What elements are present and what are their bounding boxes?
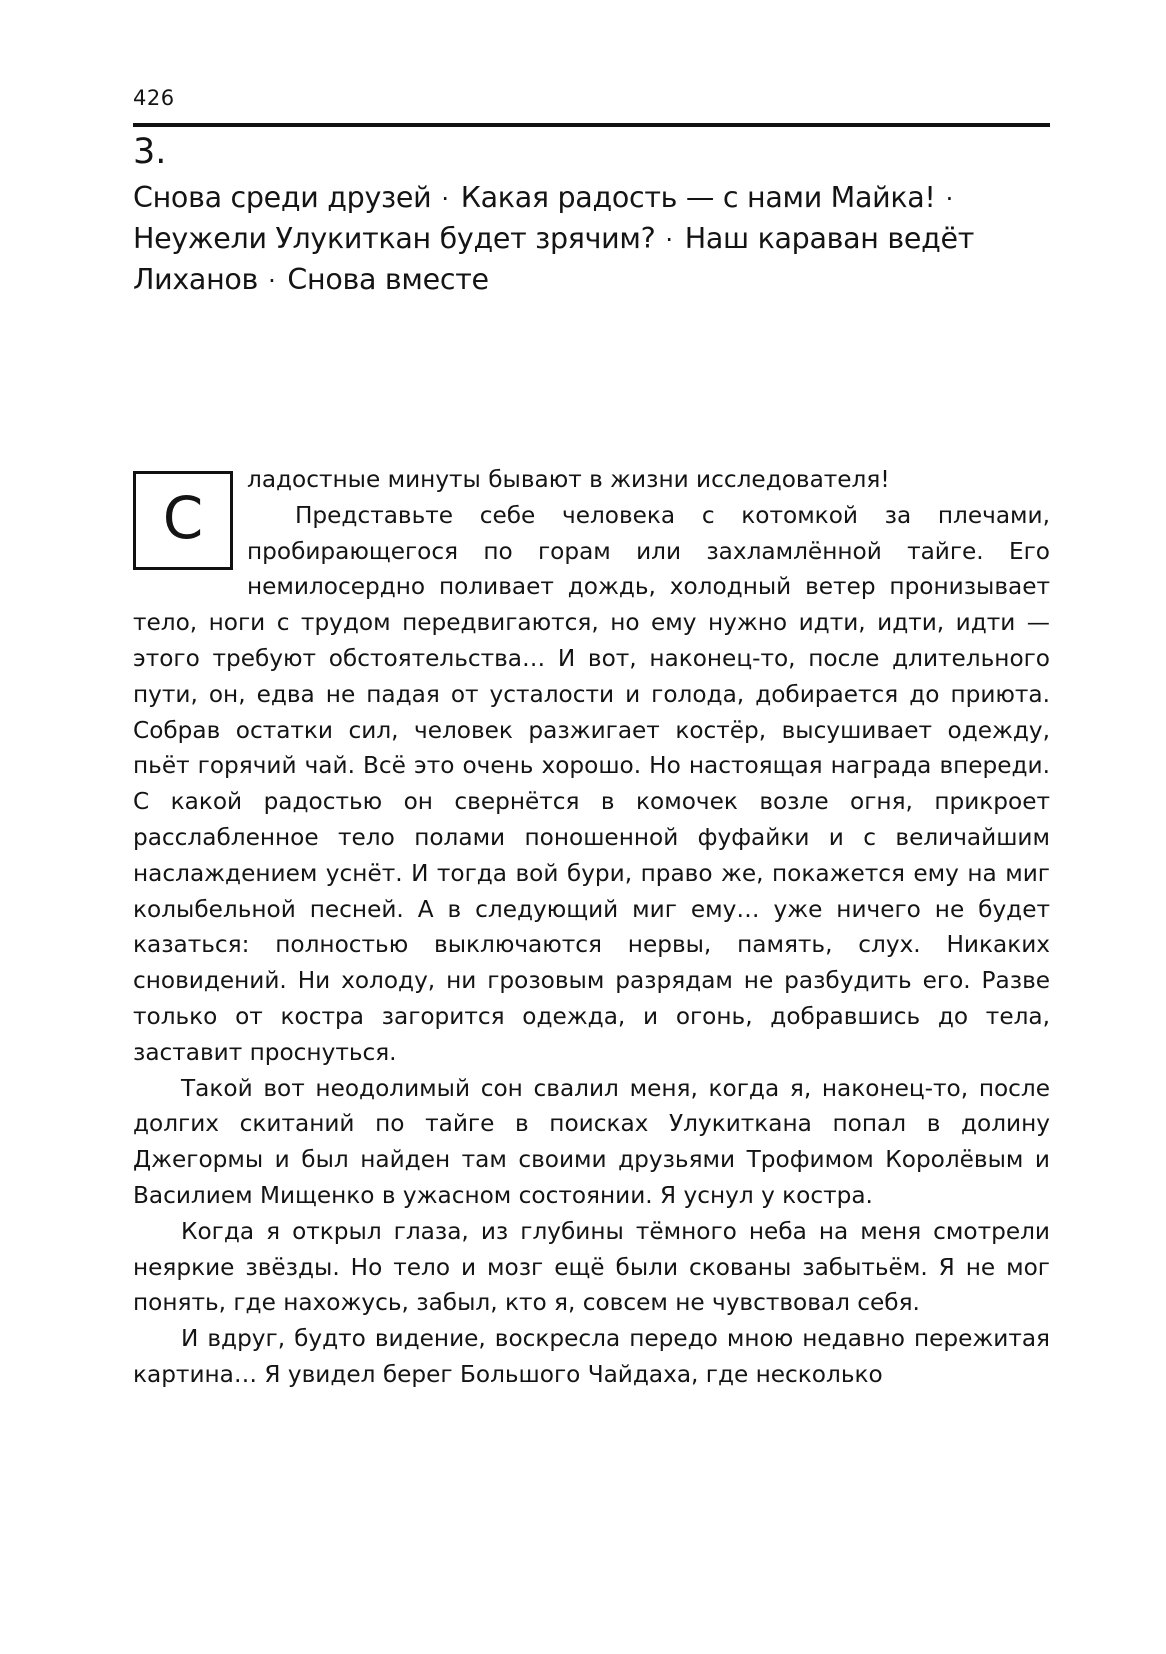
contents-separator: · xyxy=(441,185,449,213)
page-number: 426 xyxy=(133,86,175,110)
chapter-contents xyxy=(133,178,1053,301)
contents-item: Снова среди друзей xyxy=(133,181,432,214)
paragraph: Такой вот неодолимый сон свалил меня, когда я, наконец-то, после долгих скитаний по тайге в поисках Улукиткана попал в долину Джегормы и был найден там своими друзьями Трофимом Королёвым и Василием Мищенко в ужасном состоянии. Я уснул у костра. xyxy=(133,1074,1050,1209)
body-text xyxy=(133,462,1050,1393)
contents-item: Какая радость — с нами Майка! xyxy=(460,181,936,214)
contents-separator: · xyxy=(945,185,953,213)
contents-item: Наш караван ведёт Лиханов xyxy=(133,222,975,296)
contents-item: Снова вместе xyxy=(287,263,489,296)
drop-cap: С xyxy=(133,471,233,570)
paragraph-opening-line: ладостные минуты бывают в жизни исследователя! xyxy=(247,466,890,493)
paragraph: Когда я открыл глаза, из глубины тёмного неба на меня смотрели неяркие звёзды. Но тело и мозг ещё были скованы забытьём. Я не мог понять, где нахожусь, забыл, кто я, совсем не чувствовал себя. xyxy=(133,1217,1050,1317)
contents-separator: · xyxy=(268,267,276,295)
contents-separator: · xyxy=(665,226,673,254)
contents-item: Неужели Улукиткан будет зрячим? xyxy=(133,222,656,255)
paragraph-continuation: Представьте себе человека с котомкой за плечами, пробирающегося по горам или захламлённой тайге. Его немилосердно поливает дождь, холодный ветер пронизывает тело, ноги с трудом передвигаются, но ему нужно идти, идти, идти — этого требуют обстоятельства… И вот, наконец-то, после длительного пути, он, едва не падая от усталости и голода, добирается до приюта. Собрав остатки сил, человек разжигает костёр, высушивает одежду, пьёт горячий чай. Всё это очень хорошо. Но настоящая награда впереди. С какой радостью он свернётся в комочек возле огня, прикроет расслабленное тело полами поношенной фуфайки и с величайшим наслаждением уснёт. И тогда вой бури, право же, покажется ему на миг колыбельной песней. А в следующий миг ему… уже ничего не будет казаться: полностью выключаются нервы, память, слух. Никаких сновидений. Ни холоду, ни грозовым разрядам не разбудить его. Разве только от костра загорится одежда, и огонь, добравшись до тела, заставит проснуться. xyxy=(133,501,1050,1066)
chapter-number: 3. xyxy=(133,132,167,172)
paragraph xyxy=(133,462,1050,1071)
paragraph: И вдруг, будто видение, воскресла передо мною недавно пережитая картина… Я увидел берег Большого Чайдаха, где несколько xyxy=(133,1325,1050,1388)
header-rule xyxy=(133,123,1050,127)
